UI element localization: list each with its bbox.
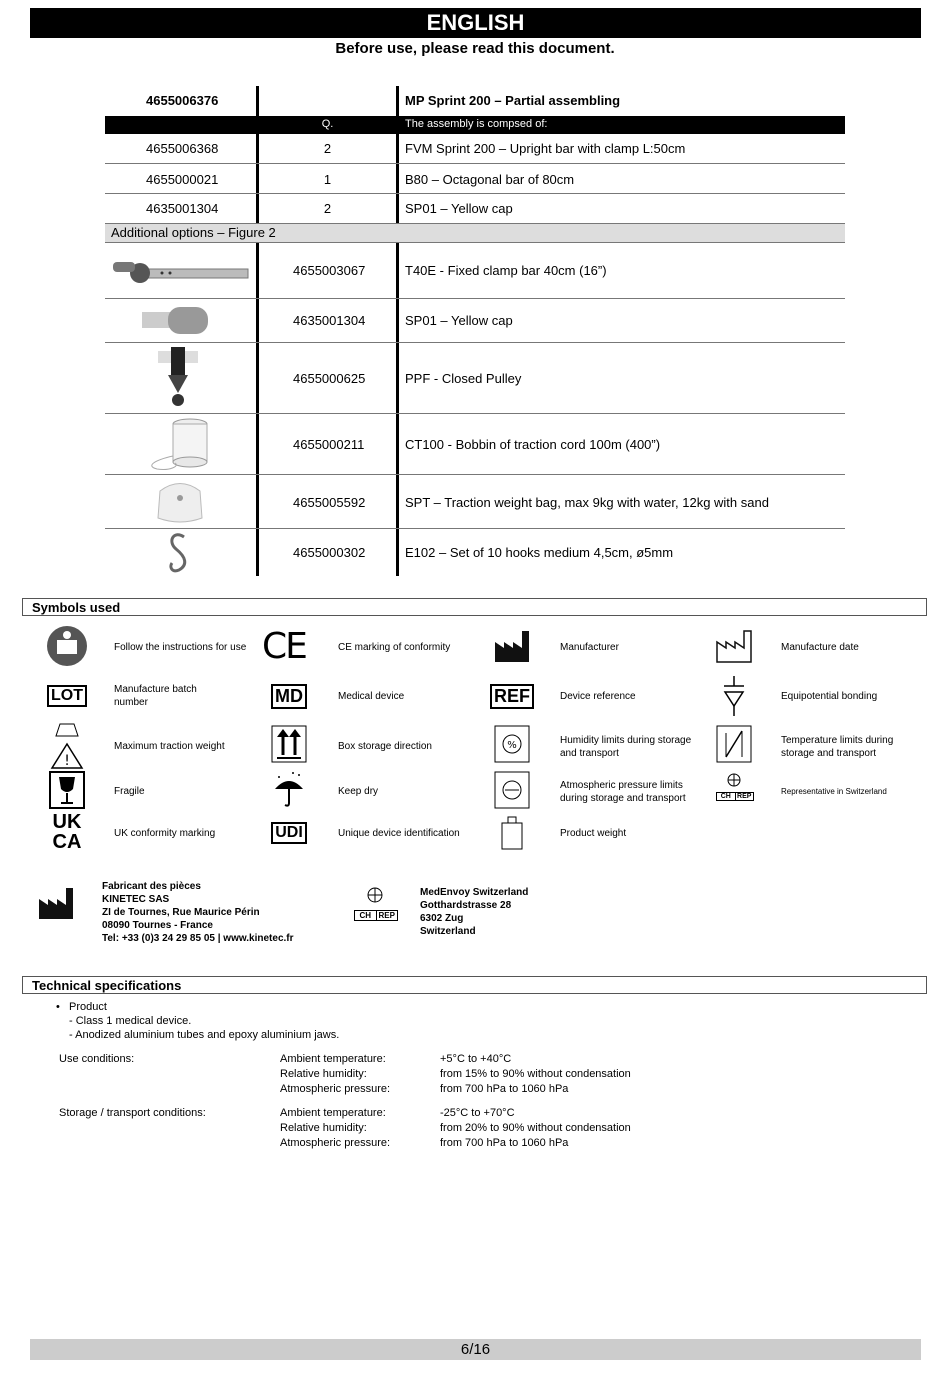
symbol-label: Product weight xyxy=(560,828,627,839)
umbrella-icon xyxy=(267,770,311,810)
ch-rep-icon: CH REP xyxy=(354,886,396,926)
spec-key: Ambient temperature: xyxy=(280,1053,386,1065)
storage-conditions-label: Storage / transport conditions: xyxy=(59,1107,206,1119)
assembly-ref: 4655006376 xyxy=(146,93,219,108)
temperature-icon xyxy=(712,724,756,764)
spec-key: Relative humidity: xyxy=(280,1068,367,1080)
symbol-label: Manufacture batch number xyxy=(114,684,197,708)
component-desc: B80 – Octagonal bar of 80cm xyxy=(405,172,575,187)
lot-icon: LOT xyxy=(45,676,89,716)
pressure-icon xyxy=(490,770,534,810)
component-ref: 4655006368 xyxy=(146,141,219,156)
column-divider xyxy=(256,242,259,576)
option-ref: 4655000625 xyxy=(293,371,366,386)
equipotential-icon xyxy=(712,674,756,718)
symbol-label: Follow the instructions for use xyxy=(114,642,247,653)
cord-bobbin-image xyxy=(145,416,215,472)
symbol-label: Maximum traction weight xyxy=(114,741,225,752)
spec-key: Atmospheric pressure: xyxy=(280,1083,391,1095)
component-qty: 1 xyxy=(323,172,332,187)
clamp-bar-image xyxy=(110,252,250,294)
spec-value: from 15% to 90% without condensation xyxy=(440,1068,631,1080)
spec-value: -25°C to +70°C xyxy=(440,1107,515,1119)
spec-key: Relative humidity: xyxy=(280,1122,367,1134)
column-divider xyxy=(396,86,399,223)
spec-key: Atmospheric pressure: xyxy=(280,1137,391,1149)
svg-text:%: % xyxy=(507,740,517,751)
instructions-icon xyxy=(45,626,89,666)
component-desc: FVM Sprint 200 – Upright bar with clamp L:50cm xyxy=(405,141,686,156)
component-qty: 2 xyxy=(323,141,332,156)
spec-value: from 700 hPa to 1060 hPa xyxy=(440,1083,569,1095)
qty-header: Q. xyxy=(321,118,334,130)
symbol-label: Box storage direction xyxy=(338,741,432,752)
symbols-section-title: Symbols used xyxy=(22,598,927,616)
symbol-label: Equipotential bonding xyxy=(781,691,878,702)
manufacturer-address: Fabricant des pièces KINETEC SAS ZI de Tournes, Rue Maurice Périn 08090 Tournes - France Tel: +33 (0)3 24 29 85 05 | www.kinetec.fr xyxy=(102,881,294,944)
manufacturer-icon xyxy=(490,626,534,666)
pulley-image xyxy=(158,345,198,409)
humidity-icon xyxy=(490,724,534,764)
max-weight-icon xyxy=(45,720,89,770)
ce-mark-icon: CE xyxy=(262,625,306,667)
ref-icon: REF xyxy=(490,676,534,716)
spec-key: Ambient temperature: xyxy=(280,1107,386,1119)
symbol-label: Atmospheric pressure limits during storage and transport xyxy=(560,780,686,804)
option-desc: SPT – Traction weight bag, max 9kg with water, 12kg with sand xyxy=(405,495,769,510)
s-hook-image xyxy=(164,531,194,575)
tech-specs-title: Technical specifications xyxy=(22,976,927,994)
symbol-label: Keep dry xyxy=(338,786,379,797)
weight-icon xyxy=(490,813,534,853)
product-line: - Anodized aluminium tubes and epoxy aluminium jaws. xyxy=(69,1029,340,1041)
svg-text:!: ! xyxy=(64,753,70,769)
spec-value: from 20% to 90% without condensation xyxy=(440,1122,631,1134)
symbol-label: Manufacturer xyxy=(560,642,619,653)
symbol-label: Unique device identification xyxy=(338,828,460,839)
option-desc: T40E - Fixed clamp bar 40cm (16”) xyxy=(405,263,607,278)
symbol-label: Manufacture date xyxy=(781,642,859,653)
symbol-label: Representative in Switzerland xyxy=(781,787,887,796)
component-ref: 4655000021 xyxy=(146,172,219,187)
manufacturer-icon xyxy=(36,885,76,926)
option-desc: E102 – Set of 10 hooks medium 4,5cm, ø5mm xyxy=(405,545,674,560)
composed-header: The assembly is compsed of: xyxy=(405,118,548,130)
yellow-cap-image xyxy=(140,303,220,337)
option-desc: PPF - Closed Pulley xyxy=(405,371,522,386)
option-ref: 4655005592 xyxy=(293,495,366,510)
read-instructions-subtitle: Before use, please read this document. xyxy=(335,40,615,57)
symbol-label: Humidity limits during storage and transport xyxy=(560,735,692,759)
option-ref: 4655000211 xyxy=(293,437,365,452)
symbol-label: UK conformity marking xyxy=(114,828,216,839)
udi-icon: UDI xyxy=(267,813,311,853)
product-line: - Class 1 medical device. xyxy=(69,1015,192,1027)
assembly-name: MP Sprint 200 – Partial assembling xyxy=(405,93,621,108)
this-way-up-icon xyxy=(267,724,311,764)
weight-bag-image xyxy=(150,476,210,526)
symbol-label: Fragile xyxy=(114,786,145,797)
md-icon: MD xyxy=(267,676,311,716)
component-qty: 2 xyxy=(323,201,332,216)
options-title: Additional options – Figure 2 xyxy=(111,225,276,240)
symbol-label: CE marking of conformity xyxy=(338,642,451,653)
column-divider xyxy=(396,242,399,576)
ch-rep-icon: CH REP xyxy=(712,772,756,808)
option-desc: CT100 - Bobbin of traction cord 100m (400”) xyxy=(405,437,661,452)
page-number: 6/16 xyxy=(30,1339,921,1360)
symbol-label: Device reference xyxy=(560,691,636,702)
representative-address: MedEnvoy Switzerland Gotthardstrasse 28 6302 Zug Switzerland xyxy=(420,887,529,937)
ukca-icon: UK CA xyxy=(52,811,82,853)
option-desc: SP01 – Yellow cap xyxy=(405,313,513,328)
spec-value: from 700 hPa to 1060 hPa xyxy=(440,1137,569,1149)
component-ref: 4635001304 xyxy=(146,201,219,216)
language-banner: ENGLISH xyxy=(30,8,921,38)
option-ref: 4655003067 xyxy=(293,263,366,278)
symbol-label: Temperature limits during storage and transport xyxy=(781,735,894,759)
option-ref: 4635001304 xyxy=(293,313,366,328)
option-ref: 4655000302 xyxy=(293,545,366,560)
manufacture-date-icon xyxy=(712,626,756,666)
product-bullet: • Product xyxy=(56,1001,107,1013)
use-conditions-label: Use conditions: xyxy=(59,1053,135,1065)
fragile-icon xyxy=(45,770,89,810)
component-desc: SP01 – Yellow cap xyxy=(405,201,513,216)
spec-value: +5°C to +40°C xyxy=(440,1053,512,1065)
symbol-label: Medical device xyxy=(338,691,405,702)
